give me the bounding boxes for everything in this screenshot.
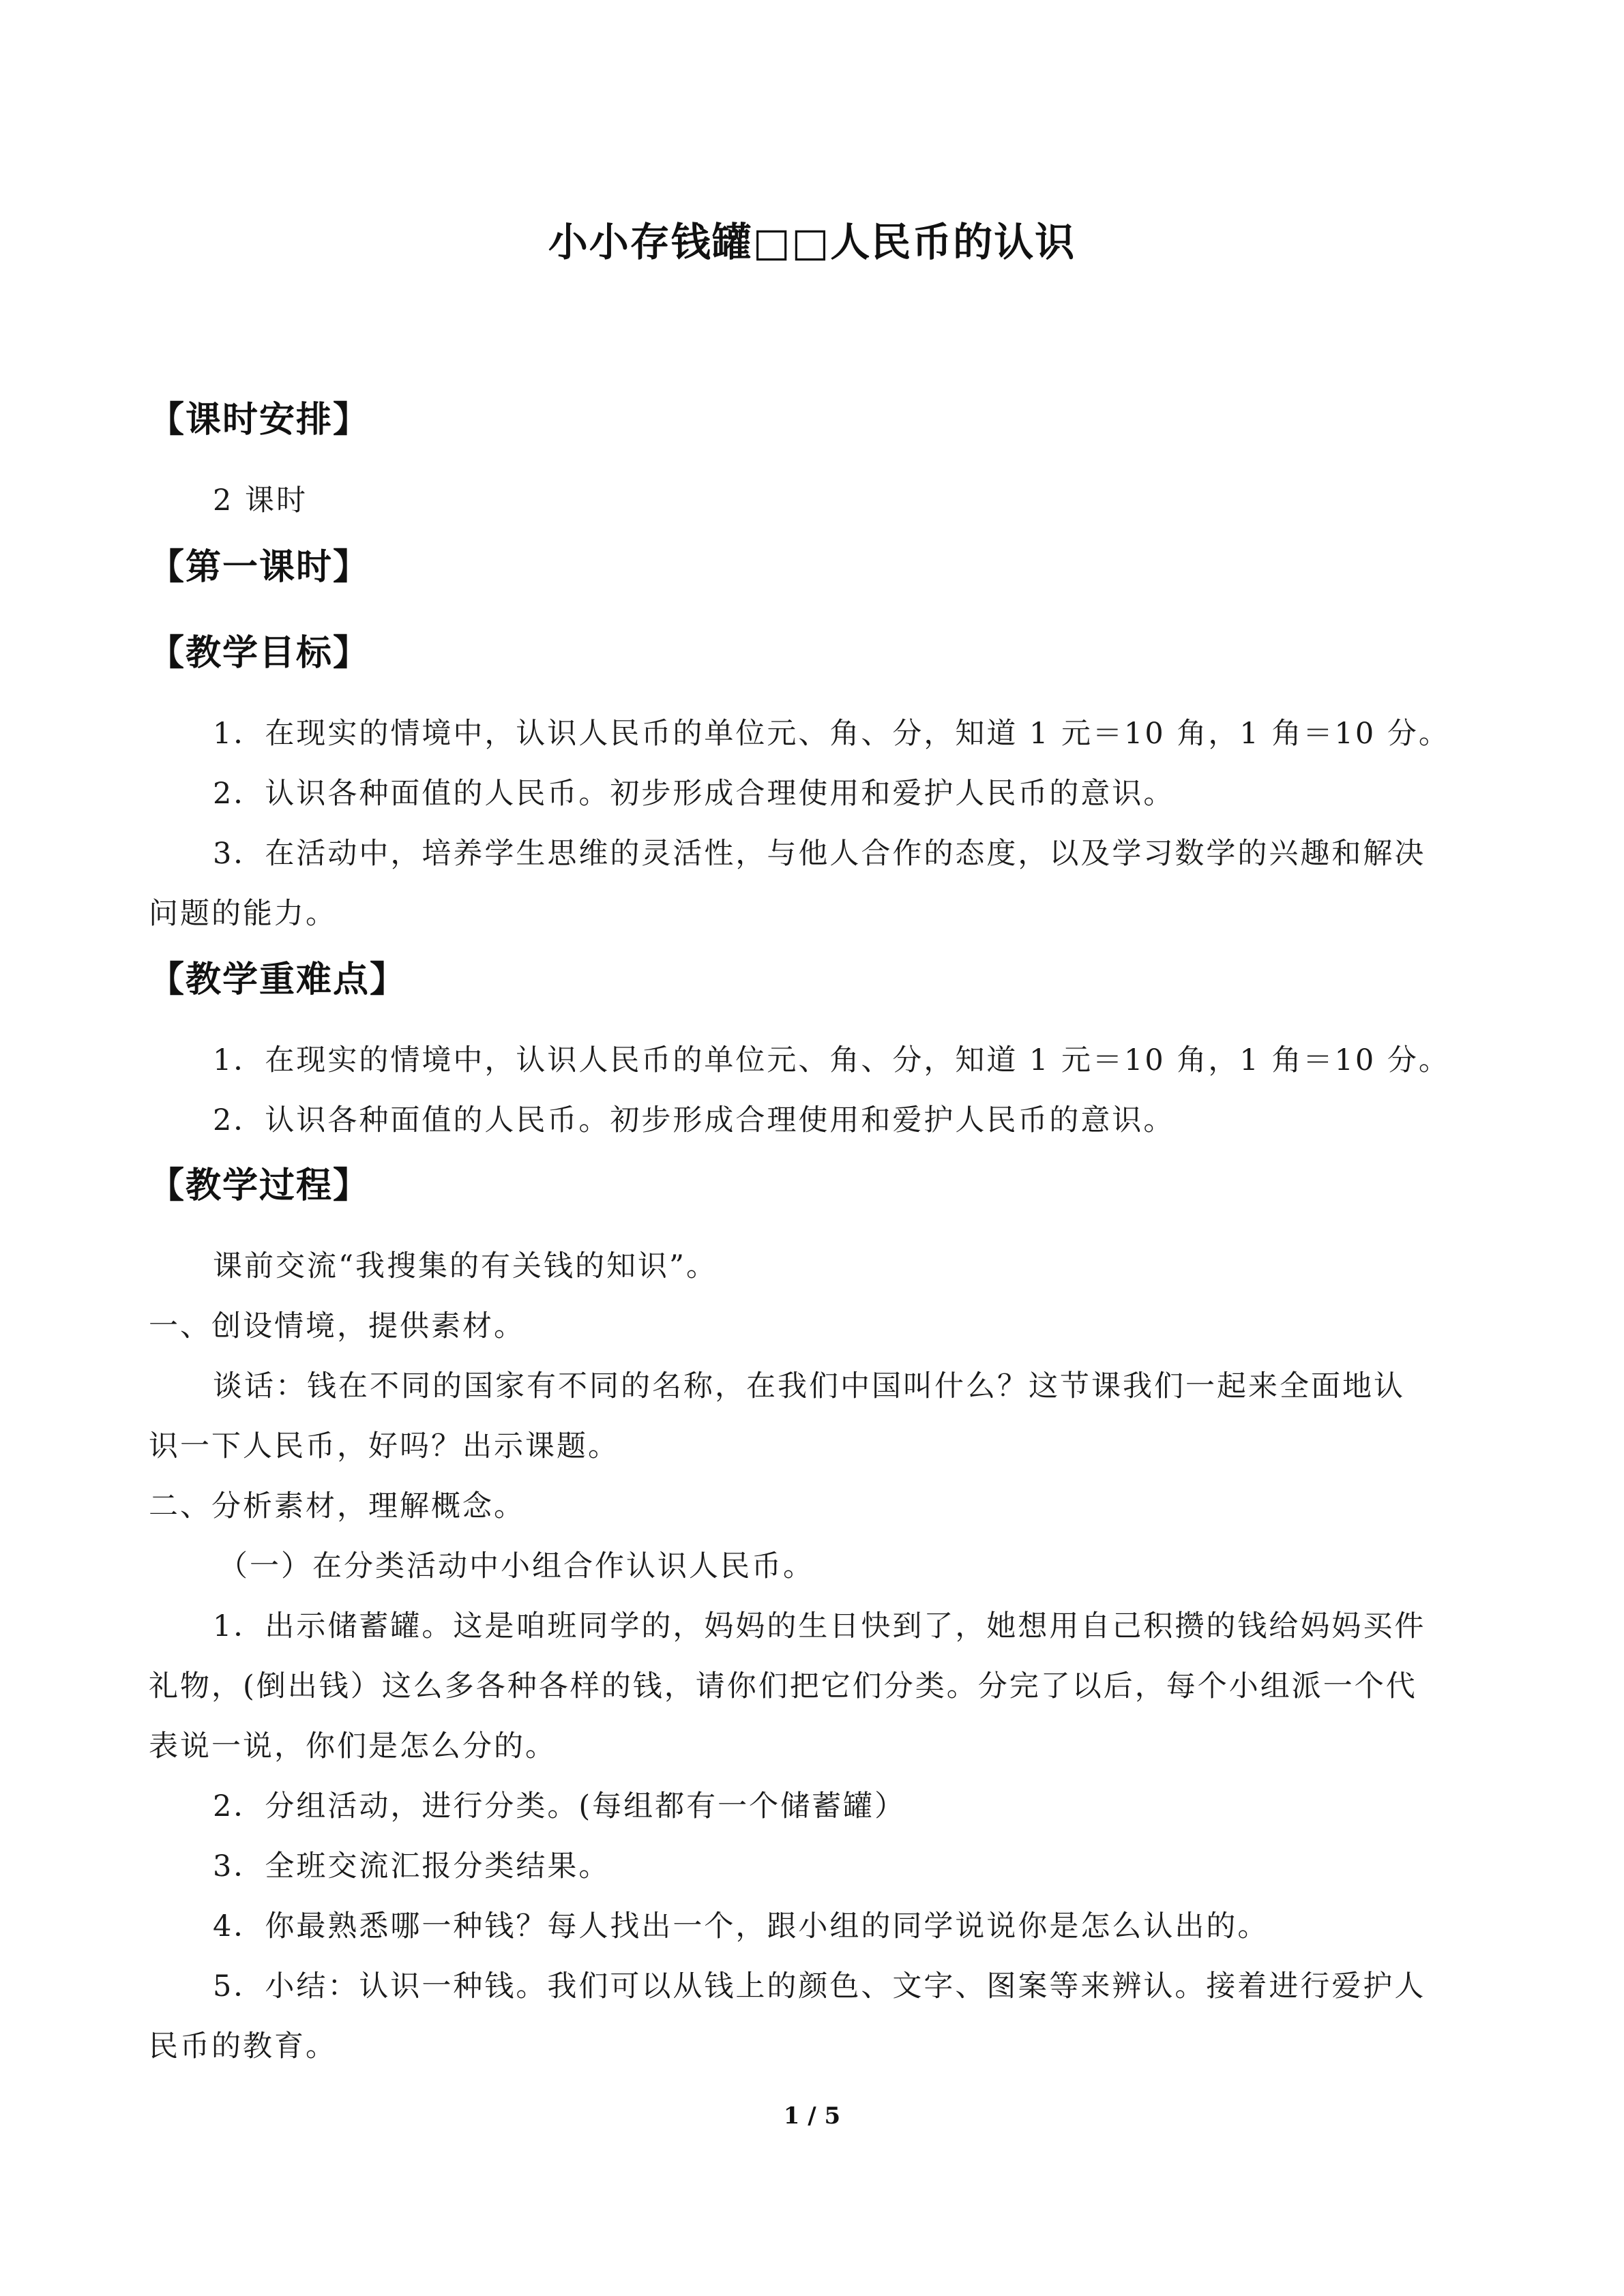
process-line: 4．你最熟悉哪一种钱？每人找出一个，跟小组的同学说说你是怎么认出的。	[213, 1909, 1269, 1943]
process-line: （一）在分类活动中小组合作认识人民币。	[218, 1549, 814, 1583]
process-line: 二、分析素材，理解概念。	[149, 1489, 525, 1523]
process-line: 民币的教育。	[149, 2029, 337, 2063]
objective-item: 1．在现实的情境中，认识人民币的单位元、角、分，知道 1 元＝10 角，1 角＝10 分。	[213, 717, 1450, 751]
process-line: 1．出示储蓄罐。这是咱班同学的，妈妈的生日快到了，她想用自己积攒的钱给妈妈买件	[213, 1609, 1426, 1643]
process-line: 一、创设情境，提供素材。	[149, 1309, 525, 1343]
process-line: 表说一说，你们是怎么分的。	[149, 1729, 557, 1763]
page-number: 1 / 5	[783, 2102, 841, 2130]
heading-key-points: 【教学重难点】	[149, 959, 407, 1000]
process-line: 谈话：钱在不同的国家有不同的名称，在我们中国叫什么？这节课我们一起来全面地认	[213, 1369, 1405, 1403]
key-point-item: 1．在现实的情境中，认识人民币的单位元、角、分，知道 1 元＝10 角，1 角＝10 分。	[213, 1043, 1450, 1077]
process-line: 2．分组活动，进行分类。(每组都有一个储蓄罐）	[213, 1789, 906, 1823]
heading-process: 【教学过程】	[149, 1165, 370, 1206]
objective-item: 3．在活动中，培养学生思维的灵活性，与他人合作的态度，以及学习数学的兴趣和解决	[213, 837, 1426, 871]
process-line: 识一下人民币，好吗？出示课题。	[149, 1429, 619, 1463]
page-title: 小小存钱罐□□人民币的认识	[548, 219, 1076, 265]
objective-item-continued: 问题的能力。	[149, 897, 337, 931]
objective-item: 2．认识各种面值的人民币。初步形成合理使用和爱护人民币的意识。	[213, 777, 1175, 811]
process-line: 5．小结：认识一种钱。我们可以从钱上的颜色、文字、图案等来辨认。接着进行爱护人	[213, 1969, 1426, 2003]
key-point-item: 2．认识各种面值的人民币。初步形成合理使用和爱护人民币的意识。	[213, 1103, 1175, 1137]
heading-first-lesson: 【第一课时】	[149, 546, 370, 588]
schedule-text: 2 课时	[213, 483, 308, 518]
process-line: 课前交流“我搜集的有关钱的知识”。	[213, 1249, 718, 1283]
heading-objectives: 【教学目标】	[149, 632, 370, 674]
process-line: 礼物，(倒出钱）这么多各种各样的钱，请你们把它们分类。分完了以后，每个小组派一个代	[149, 1669, 1417, 1703]
process-line: 3．全班交流汇报分类结果。	[213, 1849, 610, 1883]
heading-schedule: 【课时安排】	[149, 399, 370, 441]
